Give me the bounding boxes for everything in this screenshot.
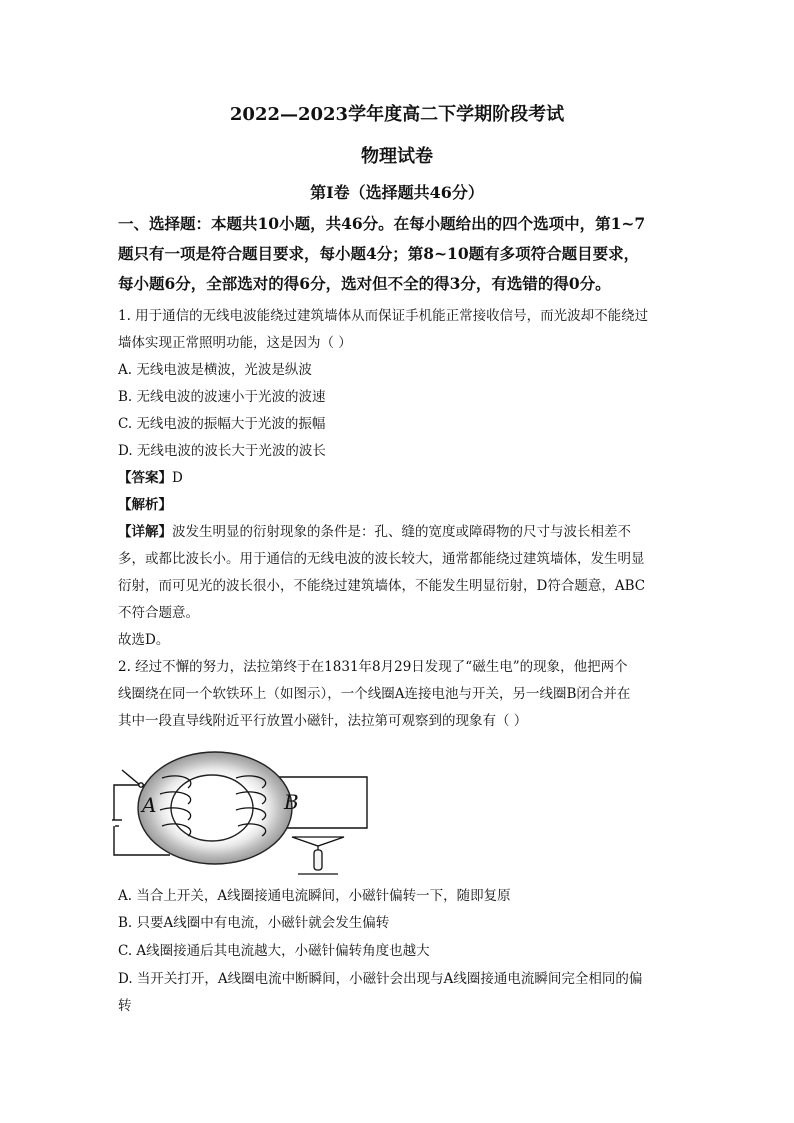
exam-subtitle: 物理试卷 <box>361 146 433 167</box>
q1-option-a: A. 无线电波是横波，光波是纵波 <box>118 362 312 378</box>
detail-label: 【详解】 <box>118 524 172 540</box>
analysis-label: 【解析】 <box>118 497 172 513</box>
q2-option-a: A. 当合上开关，A线圈接通电流瞬间，小磁针偏转一下，随即复原 <box>118 888 511 904</box>
coil-b-label: B <box>284 790 299 814</box>
q1-detail-line-4: 不符合题意。 <box>118 605 199 621</box>
iron-ring <box>138 752 292 864</box>
q2-stem-line-3: 其中一段直导线附近平行放置小磁针，法拉第可观察到的现象有（ ） <box>118 713 528 729</box>
q2-option-d: D. 当开关打开，A线圈电流中断瞬间，小磁针会出现与A线圈接通电流瞬间完全相同的偏 <box>118 971 643 987</box>
answer-label: 【答案】 <box>118 470 172 486</box>
q1-conclusion: 故选D。 <box>118 632 170 648</box>
coil-a-label: A <box>142 793 157 817</box>
exam-title: 2022—2023学年度高二下学期阶段考试 <box>229 104 565 125</box>
q1-stem-line-2: 墙体实现正常照明功能，这是因为（ ） <box>118 335 352 351</box>
q1-detail-line-3: 衍射，而可见光的波长很小，不能绕过建筑墙体，不能发生明显衍射，D符合题意，ABC <box>118 578 646 594</box>
detail-text-1: 波发生明显的衍射现象的条件是：孔、缝的宽度或障碍物的尺寸与波长相差不 <box>172 524 631 540</box>
q1-option-c: C. 无线电波的振幅大于光波的振幅 <box>118 416 326 432</box>
q1-answer <box>118 466 183 486</box>
section-heading: 第Ⅰ卷（选择题共46分） <box>310 183 484 202</box>
instructions-line-2: 题只有一项是符合题目要求，每小题4分；第8~10题有多项符合题目要求， <box>118 244 640 263</box>
q2-stem-line-2: 线圈绕在同一个软铁环上（如图示），一个线圈A连接电池与开关，另一线圈B闭合并在 <box>118 686 631 702</box>
instructions-line-3: 每小题6分，全部选对的得6分，选对但不全的得3分，有选错的得0分。 <box>118 274 611 293</box>
q1-detail-line-2: 多，或都比波长小。用于通信的无线电波的波长较大，通常都能绕过建筑墙体，发生明显 <box>118 551 645 567</box>
faraday-ring-diagram <box>112 750 382 885</box>
instructions-line-1: 一、选择题：本题共10小题，共46分。在每小题给出的四个选项中，第1~7 <box>118 214 646 233</box>
q1-option-d: D. 无线电波的波长大于光波的波长 <box>118 443 326 459</box>
compass-needle-icon <box>292 837 344 874</box>
q1-stem-line-1: 1. 用于通信的无线电波能绕过建筑墙体从而保证手机能正常接收信号，而光波却不能绕过 <box>118 308 649 324</box>
q1-option-b: B. 无线电波的波速小于光波的波速 <box>118 389 326 405</box>
q2-stem-line-1: 2. 经过不懈的努力，法拉第终于在1831年8月29日发现了“磁生电”的现象，他把两个 <box>118 659 628 675</box>
q2-option-d-continued: 转 <box>118 998 132 1014</box>
q1-detail-line-1 <box>118 520 631 540</box>
answer-value: D <box>172 470 183 486</box>
q2-option-b: B. 只要A线圈中有电流，小磁针就会发生偏转 <box>118 915 390 931</box>
q2-option-c: C. A线圈接通后其电流越大，小磁针偏转角度也越大 <box>118 943 430 959</box>
